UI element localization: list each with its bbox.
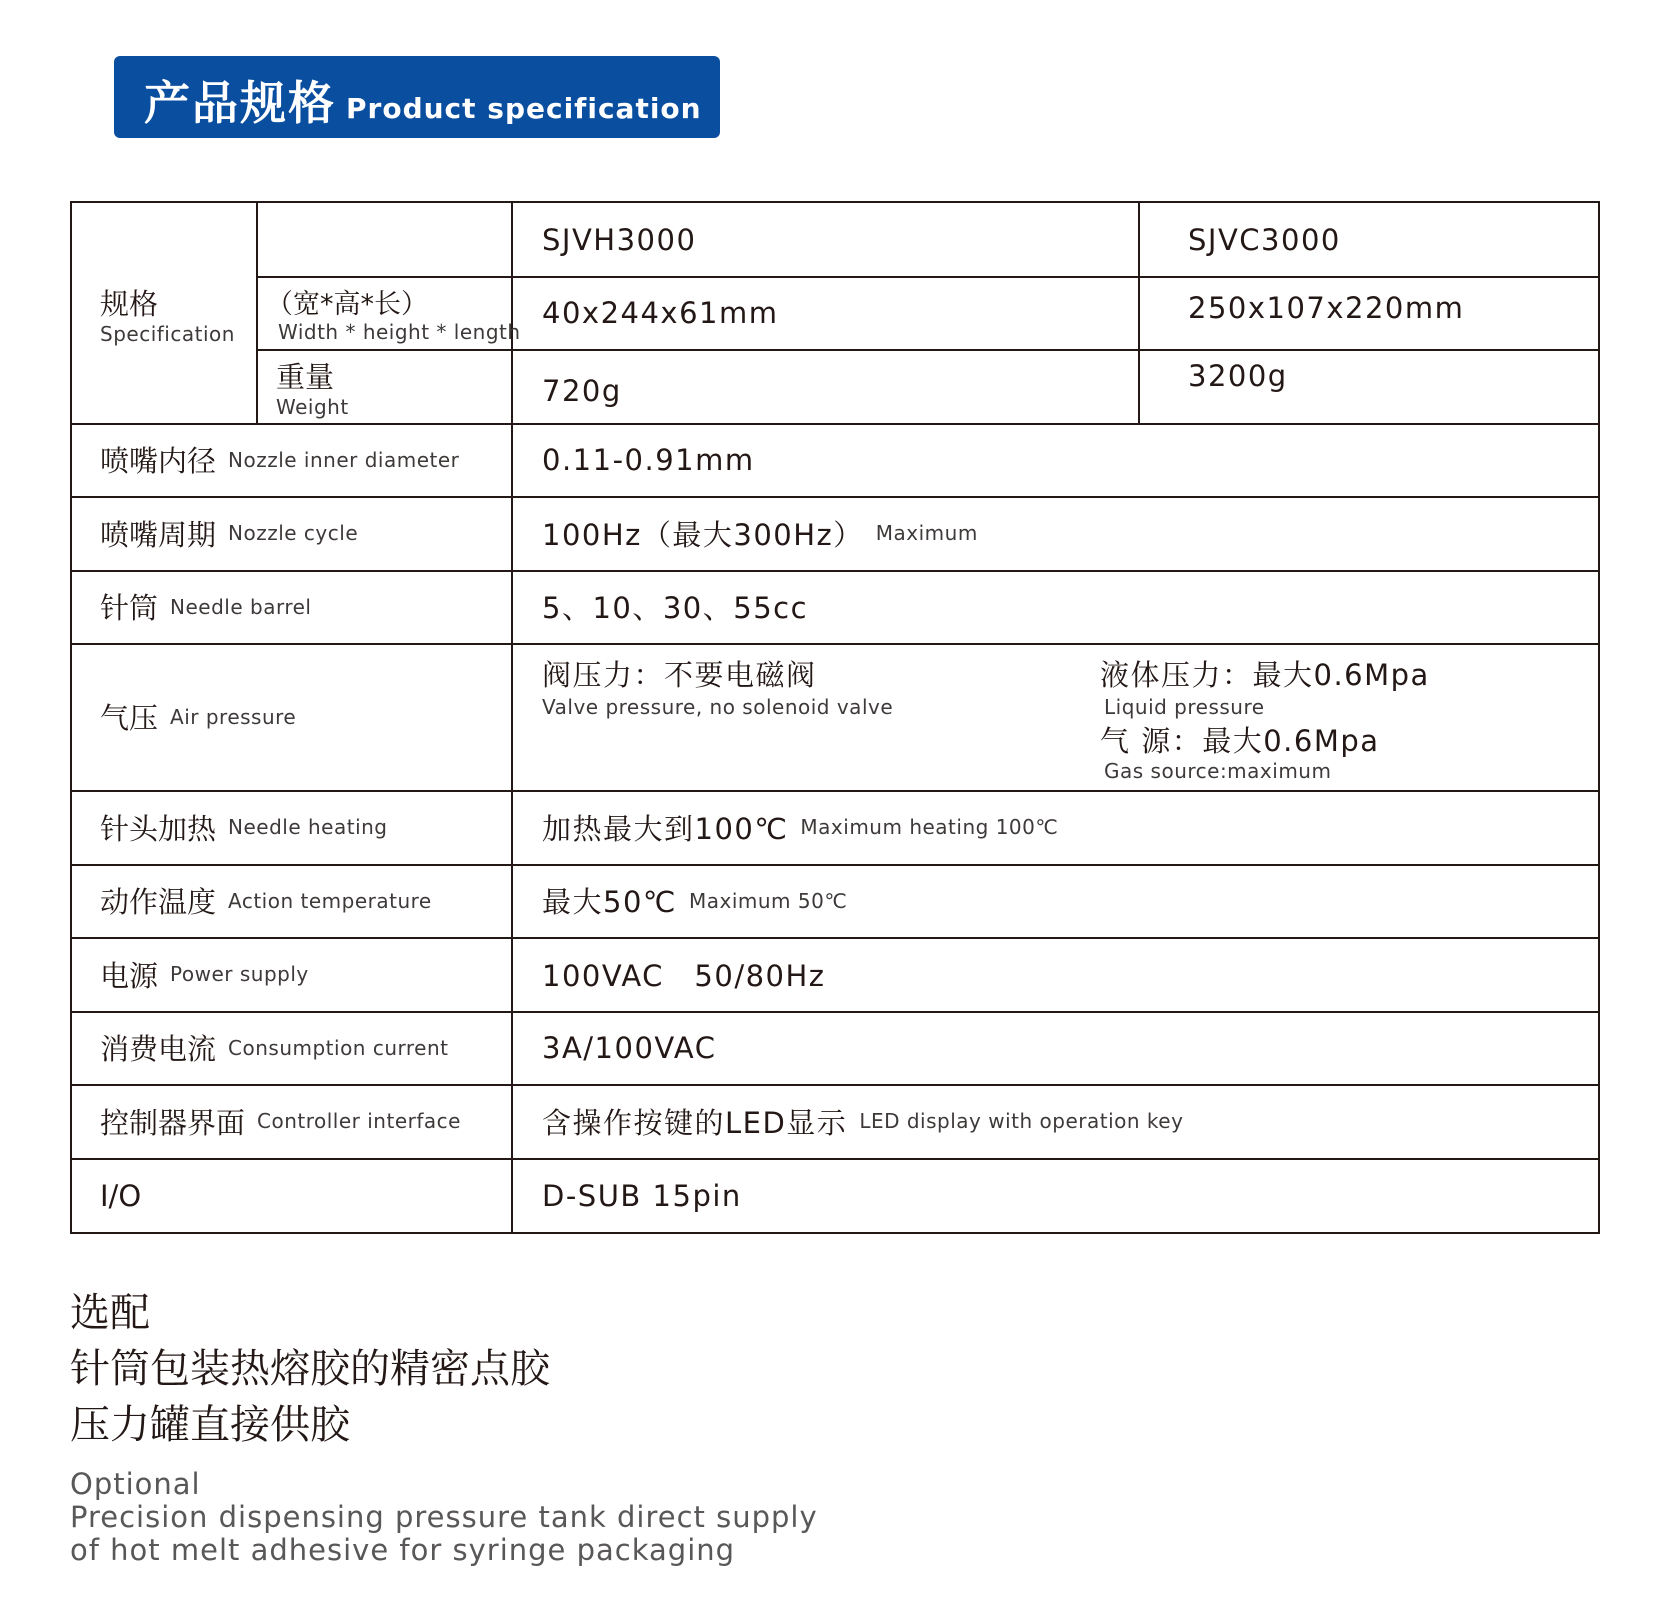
- weight-label-cell: [276, 349, 506, 423]
- optional-line-en: Precision dispensing pressure tank direct supply: [70, 1500, 818, 1534]
- row-label-nozzle-diameter: [100, 423, 510, 496]
- row-value: 最大50℃: [542, 885, 677, 919]
- weight-value: 720g: [542, 374, 622, 408]
- row-value: 100VAC 50/80Hz: [542, 958, 826, 993]
- weight-label-en: Weight: [276, 394, 349, 419]
- model-header-2: [1188, 203, 1588, 276]
- row-value-needle-barrel: [542, 570, 1592, 643]
- row-label-cn: 消费电流: [100, 1032, 217, 1066]
- row-label-en: Nozzle inner diameter: [228, 447, 460, 472]
- row-label-en: Power supply: [170, 962, 309, 986]
- liquid-pressure-cell: [1100, 653, 1590, 723]
- size-value-2: [1188, 276, 1588, 340]
- row-label-en: Air pressure: [170, 704, 297, 729]
- optional-section-en: [70, 1468, 818, 1567]
- liquid-pressure-en: Liquid pressure: [1104, 695, 1265, 719]
- weight-value-1: [542, 359, 1132, 423]
- row-value-consumption-current: [542, 1011, 1592, 1084]
- section-header-banner: [114, 56, 720, 138]
- row-value: 5、10、30、55cc: [542, 591, 809, 625]
- spec-table: [70, 201, 1600, 1234]
- size-label-en: Width * height * length: [278, 320, 521, 344]
- model-name: SJVH3000: [542, 222, 697, 257]
- optional-line-cn: 针筒包装热熔胶的精密点胶: [70, 1346, 550, 1392]
- spec-label-cell: [100, 203, 256, 423]
- row-label-cn: I/O: [100, 1179, 142, 1213]
- row-label-needle-heating: [100, 790, 510, 864]
- row-label-cn: 动作温度: [100, 885, 217, 919]
- grid-line: [511, 203, 513, 1234]
- spec-label-cn: 规格: [100, 286, 159, 321]
- optional-line-en: of hot melt adhesive for syringe packaging: [70, 1533, 736, 1567]
- gas-source-cell: [1100, 719, 1590, 787]
- weight-label-cn: 重量: [276, 359, 335, 394]
- row-label-cn: 针头加热: [100, 811, 217, 846]
- row-label-cn: 气压: [100, 701, 159, 735]
- optional-section-cn: [70, 1285, 550, 1453]
- weight-value: 3200g: [1188, 359, 1288, 393]
- row-value-io: [542, 1158, 1592, 1234]
- row-value-en: Maximum 50℃: [688, 888, 848, 913]
- row-label-cn: 喷嘴周期: [100, 517, 217, 552]
- row-value-action-temperature: [542, 864, 1592, 937]
- row-label-cn: 电源: [100, 958, 159, 993]
- size-label-cn: （宽*高*长）: [266, 289, 428, 320]
- row-label-needle-barrel: [100, 570, 510, 643]
- row-label-en: Action temperature: [228, 888, 432, 913]
- row-label-en: Consumption current: [228, 1035, 449, 1060]
- row-value-nozzle-cycle: [542, 496, 1592, 570]
- row-value-needle-heating: [542, 790, 1592, 864]
- row-value-en: LED display with operation key: [859, 1109, 1184, 1133]
- section-title-cn: 产品规格: [144, 76, 336, 130]
- liquid-pressure-cn: 液体压力：最大0.6Mpa: [1100, 658, 1430, 692]
- row-value: 3A/100VAC: [542, 1030, 717, 1065]
- row-value-power-supply: [542, 937, 1592, 1011]
- optional-title-cn: 选配: [70, 1290, 150, 1336]
- row-value: 含操作按键的LED显示: [542, 1105, 848, 1140]
- row-label-cn: 针筒: [100, 591, 159, 625]
- spec-label-en: Specification: [100, 321, 235, 346]
- row-value-controller-interface: [542, 1084, 1592, 1158]
- valve-pressure-cn: 阀压力：不要电磁阀: [542, 658, 817, 692]
- row-label-cn: 喷嘴内径: [100, 444, 217, 478]
- row-label-cn: 控制器界面: [100, 1105, 246, 1140]
- size-value: 250x107x220mm: [1188, 291, 1465, 325]
- row-value-en: Maximum: [875, 521, 978, 545]
- grid-line: [256, 203, 258, 423]
- row-value-nozzle-diameter: [542, 423, 1592, 496]
- row-value-en: Maximum heating 100℃: [800, 815, 1059, 839]
- size-value: 40x244x61mm: [542, 295, 779, 330]
- row-label-controller-interface: [100, 1084, 510, 1158]
- grid-line: [1138, 203, 1140, 423]
- row-label-action-temperature: [100, 864, 510, 937]
- row-label-io: [100, 1158, 510, 1234]
- row-label-air-pressure: [100, 643, 510, 790]
- section-title-en: Product specification: [346, 92, 702, 125]
- row-value: 0.11-0.91mm: [542, 442, 755, 477]
- row-value: D-SUB 15pin: [542, 1179, 742, 1213]
- gas-source-en: Gas source:maximum: [1104, 759, 1332, 783]
- row-label-en: Needle barrel: [170, 594, 312, 619]
- weight-value-2: [1188, 349, 1588, 403]
- gas-source-cn: 气 源：最大0.6Mpa: [1100, 724, 1380, 758]
- valve-pressure-cell: [542, 653, 1062, 723]
- row-label-consumption-current: [100, 1011, 510, 1084]
- row-label-power-supply: [100, 937, 510, 1011]
- row-label-en: Needle heating: [228, 815, 388, 839]
- model-header-1: [542, 203, 1132, 276]
- row-label-nozzle-cycle: [100, 496, 510, 570]
- optional-title-en: Optional: [70, 1467, 201, 1501]
- row-value: 100Hz（最大300Hz）: [542, 517, 864, 552]
- model-name: SJVC3000: [1188, 222, 1341, 257]
- size-value-1: [542, 276, 1132, 349]
- optional-line-cn: 压力罐直接供胶: [70, 1402, 350, 1448]
- row-label-en: Nozzle cycle: [228, 521, 359, 545]
- valve-pressure-en: Valve pressure, no solenoid valve: [542, 695, 894, 719]
- size-label-cell: [266, 276, 521, 349]
- row-value: 加热最大到100℃: [542, 811, 789, 846]
- row-label-en: Controller interface: [257, 1109, 461, 1133]
